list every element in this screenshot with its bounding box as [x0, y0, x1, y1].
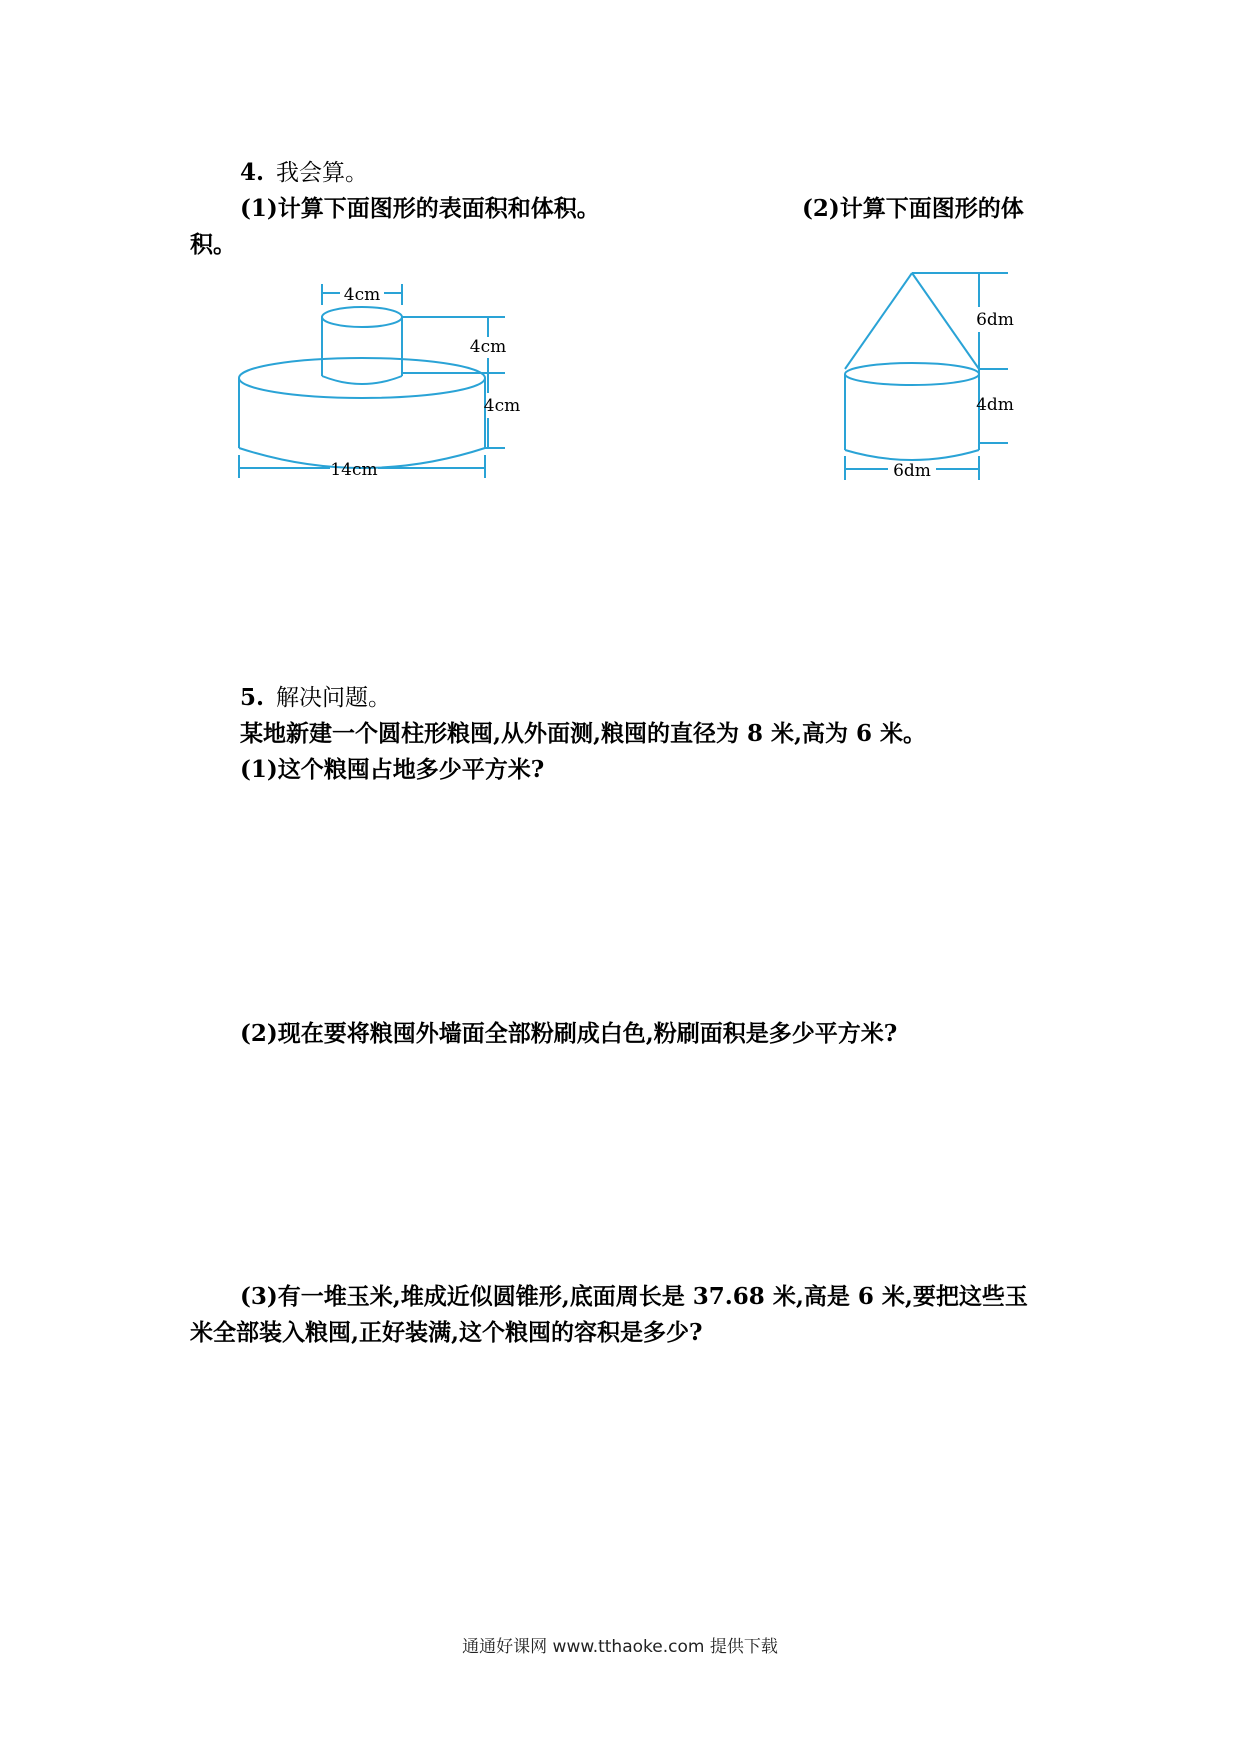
label-cone-height: 6dm — [976, 310, 1014, 330]
q4-part2-text-a: (2)计算下面图形的体 — [802, 195, 1024, 222]
q4-number: 4. — [240, 159, 265, 186]
cylinder-base-front — [845, 450, 979, 460]
q4-part2-text-b: 积。 — [190, 231, 236, 258]
q5-heading — [240, 683, 391, 713]
cone-right-edge — [912, 273, 979, 369]
q5-part2: (2)现在要将粮囤外墙面全部粉刷成白色,粉刷面积是多少平方米? — [240, 1020, 898, 1047]
footer-source: 通通好课网 www.tthaoke.com 提供下载 — [462, 1637, 778, 1657]
cone-base-ellipse — [845, 363, 979, 385]
q5-title: 解决问题。 — [276, 685, 392, 711]
q5-number: 5. — [240, 684, 265, 711]
q4-part1-text: (1)计算下面图形的表面积和体积。 — [240, 195, 600, 222]
q5-part1: (1)这个粮囤占地多少平方米? — [240, 756, 545, 783]
label-bottom-diameter: 14cm — [330, 460, 378, 480]
label-top-height: 4cm — [469, 337, 507, 357]
cone-left-edge — [845, 273, 912, 369]
q4-title: 我会算。 — [276, 160, 369, 186]
label-diameter: 6dm — [893, 461, 931, 481]
label-top-diameter: 4cm — [343, 285, 381, 305]
label-bottom-height: 4cm — [483, 396, 521, 416]
q5-intro: 某地新建一个圆柱形粮囤,从外面测,粮囤的直径为 8 米,高为 6 米。 — [240, 720, 927, 747]
label-cylinder-height: 4dm — [976, 395, 1014, 415]
q5-part3-line1: (3)有一堆玉米,堆成近似圆锥形,底面周长是 37.68 米,高是 6 米,要把这些玉 — [240, 1283, 1028, 1310]
q5-part3-line2: 米全部装入粮囤,正好装满,这个粮囤的容积是多少? — [190, 1319, 703, 1346]
